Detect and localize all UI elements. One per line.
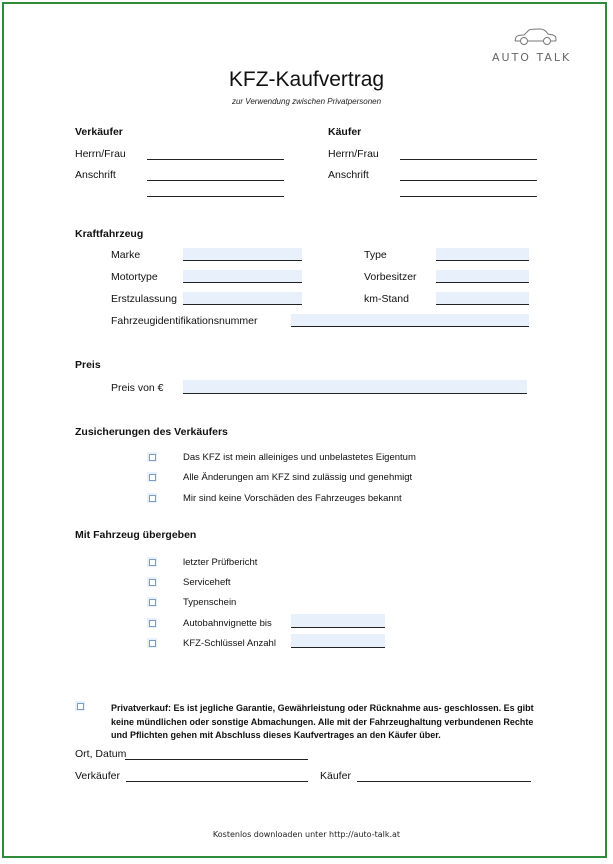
assurance-item-3: Mir sind keine Vorschäden des Fahrzeuges bekannt (183, 493, 402, 504)
previous-owner-label: Vorbesitzer (364, 271, 417, 283)
vignette-date-field[interactable] (291, 614, 385, 628)
buyer-address-field-2[interactable] (400, 196, 537, 197)
document-subtitle: zur Verwendung zwischen Privatpersonen (231, 97, 382, 106)
seller-address-label: Anschrift (75, 169, 116, 181)
mileage-label: km-Stand (364, 293, 409, 305)
handover-checkbox-5[interactable] (147, 638, 157, 648)
brand-field[interactable] (183, 248, 302, 261)
price-heading: Preis (75, 359, 101, 371)
handover-checkbox-2[interactable] (147, 577, 157, 587)
vin-field[interactable] (291, 314, 529, 327)
vehicle-heading: Kraftfahrzeug (75, 228, 144, 240)
logo-text: AUTO TALK (492, 51, 572, 64)
vin-label: Fahrzeugidentifikationsnummer (111, 315, 258, 327)
handover-item-2: Serviceheft (183, 577, 231, 588)
document-title: KFZ-Kaufvertrag (228, 68, 385, 91)
assurance-item-2: Alle Änderungen am KFZ sind zulässig und genehmigt (183, 472, 413, 483)
mileage-field[interactable] (436, 292, 529, 305)
seller-signature-field[interactable] (126, 781, 308, 782)
place-date-label: Ort, Datum (75, 748, 127, 760)
type-label: Type (364, 249, 387, 261)
previous-owner-field[interactable] (436, 270, 529, 283)
buyer-signature-label: Käufer (320, 770, 351, 782)
seller-address-field-1[interactable] (147, 180, 284, 181)
engine-field[interactable] (183, 270, 302, 283)
car-icon (512, 27, 558, 52)
place-date-field[interactable] (125, 759, 308, 760)
buyer-signature-field[interactable] (357, 781, 531, 782)
handover-item-3: Typenschein (183, 597, 237, 608)
seller-name-field[interactable] (147, 159, 284, 160)
assurance-checkbox-1[interactable] (147, 452, 157, 462)
seller-name-label: Herrn/Frau (75, 148, 126, 160)
price-field[interactable] (183, 380, 527, 394)
buyer-address-field-1[interactable] (400, 180, 537, 181)
assurance-item-1: Das KFZ ist mein alleiniges und unbelastetes Eigentum (183, 452, 416, 463)
buyer-address-label: Anschrift (328, 169, 369, 181)
first-registration-label: Erstzulassung (111, 293, 177, 305)
handover-item-4: Autobahnvignette bis (183, 618, 272, 629)
handover-checkbox-4[interactable] (147, 618, 157, 628)
handover-item-1: letzter Prüfbericht (183, 557, 258, 568)
assurance-checkbox-3[interactable] (147, 493, 157, 503)
seller-signature-label: Verkäufer (75, 770, 120, 782)
buyer-name-label: Herrn/Frau (328, 148, 379, 160)
private-sale-clause: Privatverkauf: Es ist jegliche Garantie, Gewährleistung oder Rücknahme aus- geschlossen. Es gibt keine mündlichen oder sonstige Abmachungen. Alle mit der Fahrzeughaltung verbundenen Rechte und Pflichten gehen mit Abschluss dieses Kaufvertrages an den Käufer über. (111, 703, 534, 740)
brand-label: Marke (111, 249, 141, 261)
key-count-field[interactable] (291, 634, 385, 648)
handover-heading: Mit Fahrzeug übergeben (75, 529, 197, 541)
first-registration-field[interactable] (183, 292, 302, 305)
buyer-heading: Käufer (328, 126, 362, 138)
private-sale-checkbox[interactable] (75, 701, 85, 711)
type-field[interactable] (436, 248, 529, 261)
seller-heading: Verkäufer (75, 126, 123, 138)
assurance-checkbox-2[interactable] (147, 472, 157, 482)
buyer-name-field[interactable] (400, 159, 537, 160)
engine-label: Motortype (111, 271, 158, 283)
footer-download-note: Kostenlos downloaden unter http://auto-talk.at (212, 830, 401, 839)
handover-checkbox-3[interactable] (147, 597, 157, 607)
price-label: Preis von € (111, 382, 164, 394)
seller-address-field-2[interactable] (147, 196, 284, 197)
handover-checkbox-1[interactable] (147, 557, 157, 567)
handover-item-5: KFZ-Schlüssel Anzahl (183, 638, 276, 649)
assurances-heading: Zusicherungen des Verkäufers (75, 426, 228, 438)
